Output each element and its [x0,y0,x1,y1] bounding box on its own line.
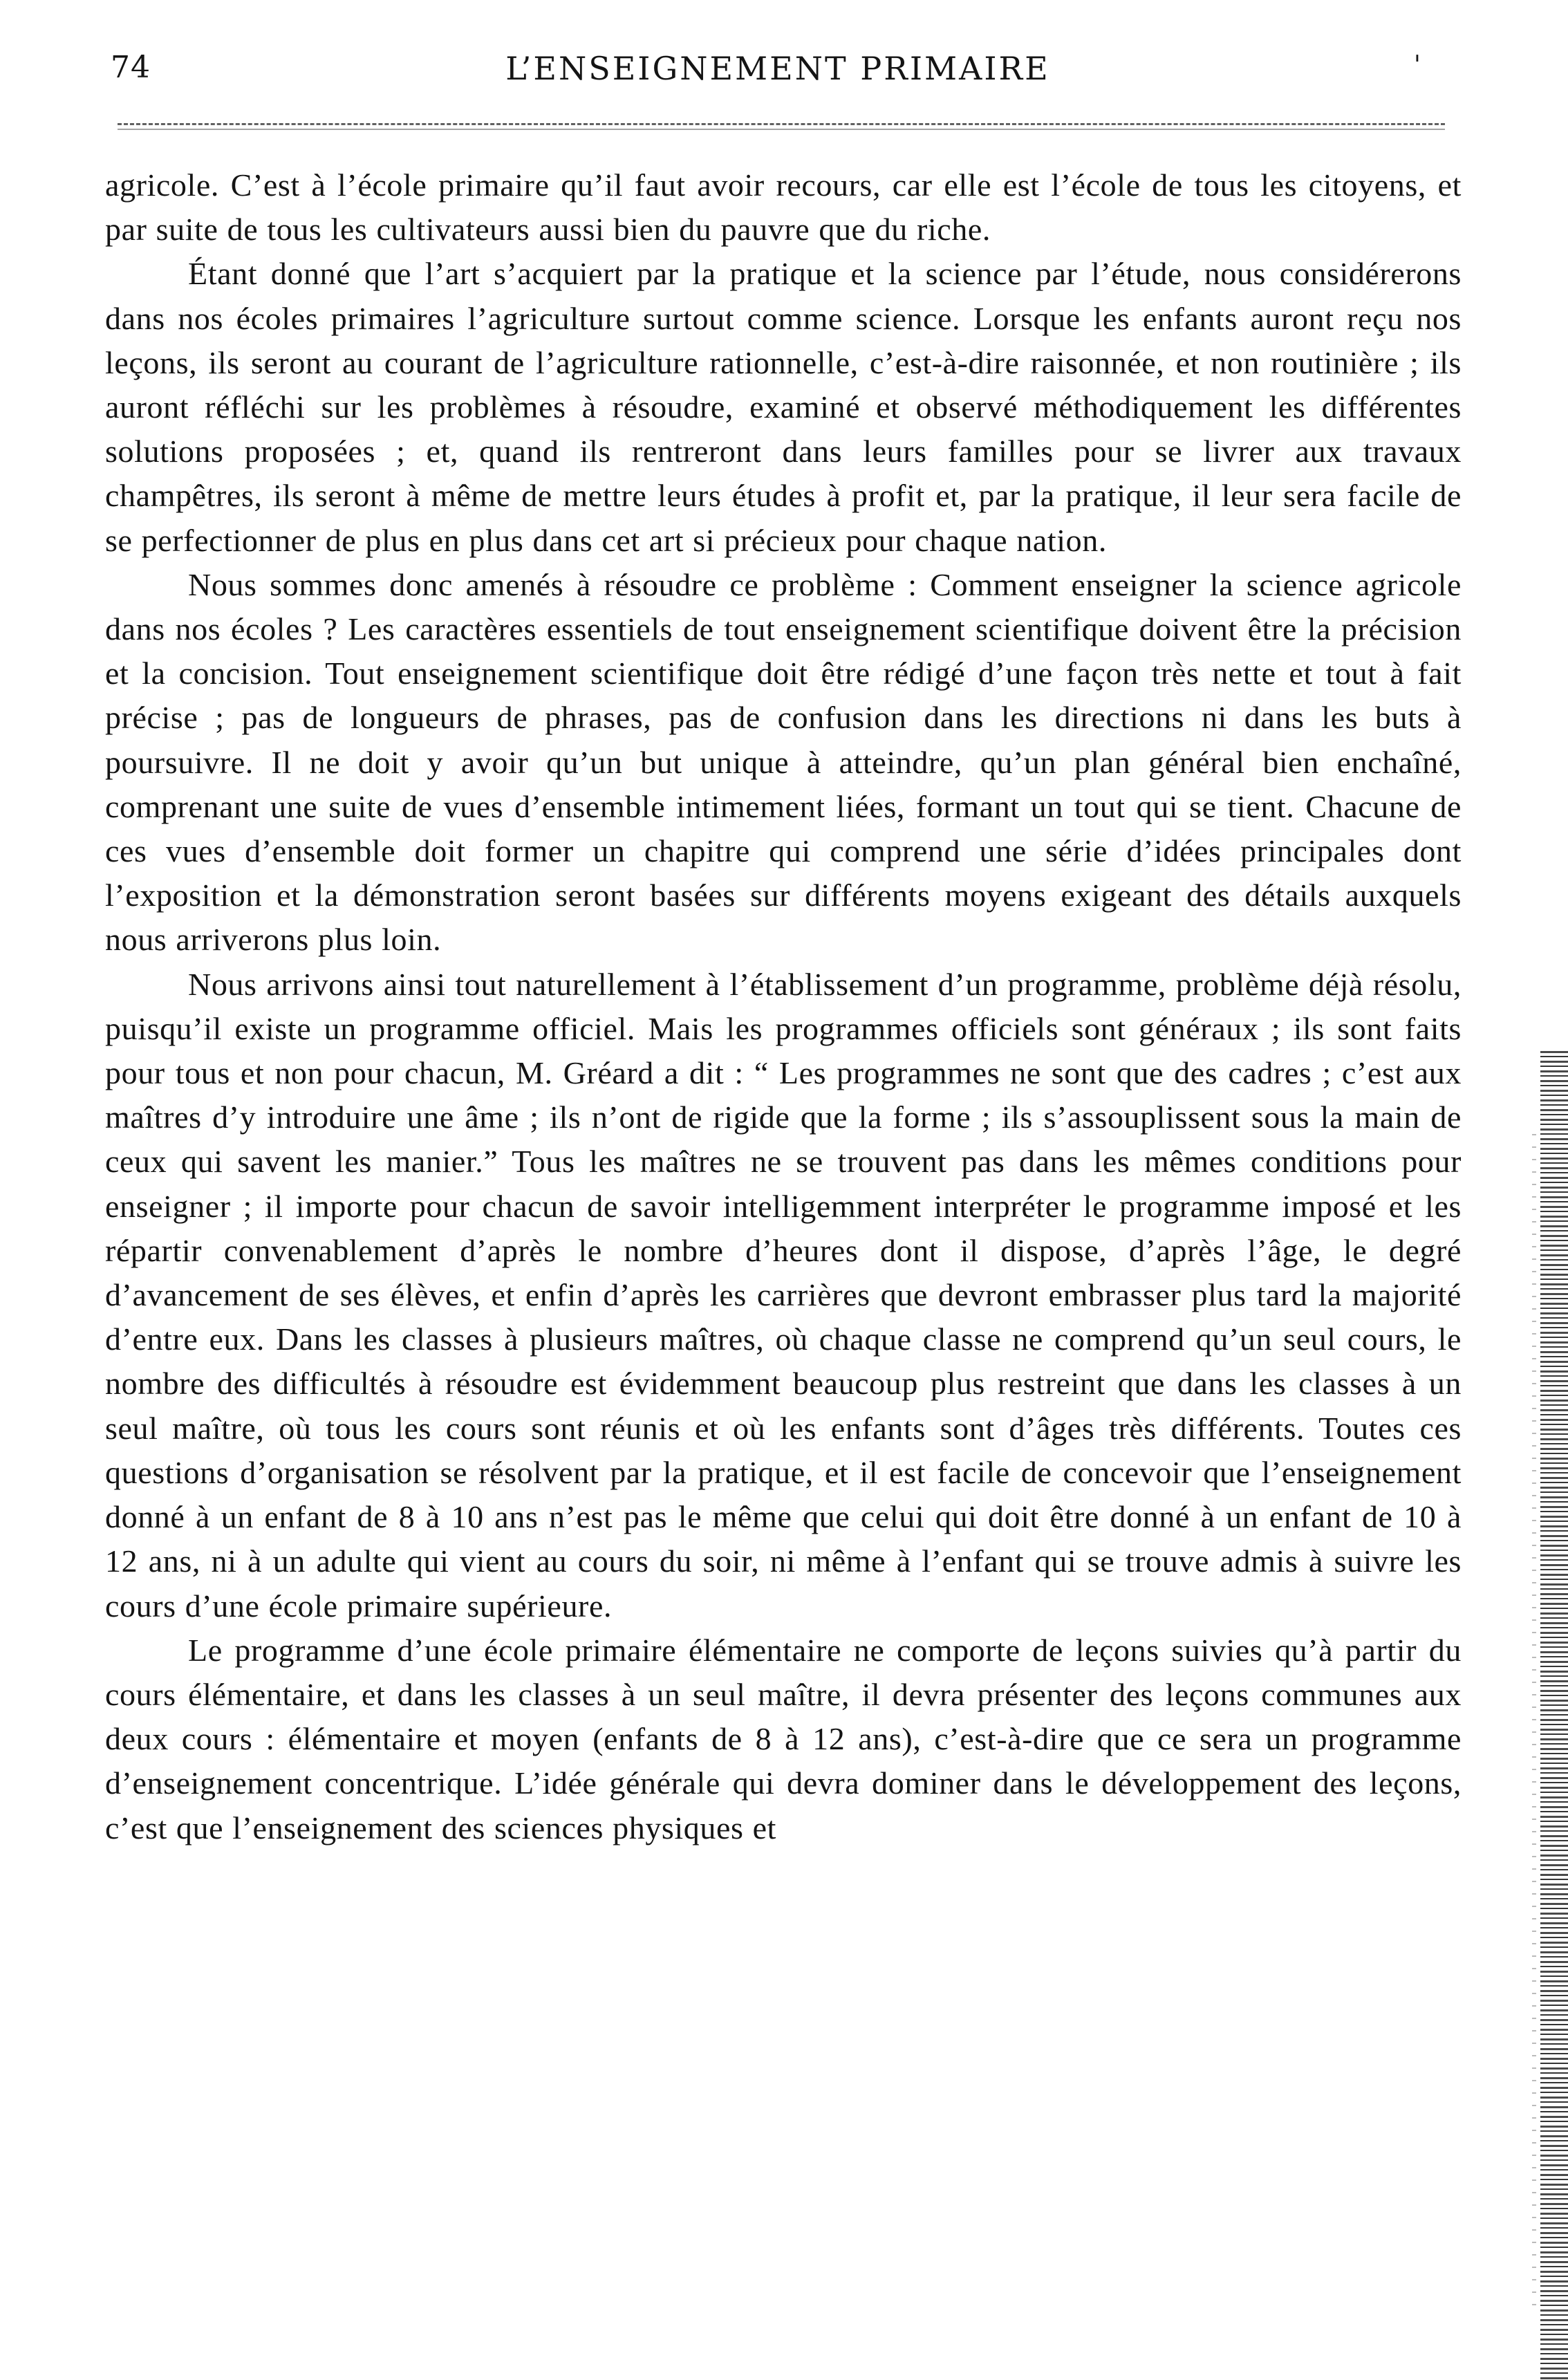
running-head: L’ENSEIGNEMENT PRIMAIRE [505,50,1050,87]
paragraph-5: Le programme d’une école primaire élémentaire ne comporte de leçons suivies qu’à partir du cours élémentaire, et dans les classes à un seul maître, il devra présenter des leçons communes aux deux cours : élémentaire et moyen (enfants de 8 à 12 ans), c’est-à-dire que ce sera un programme d’enseignement concentrique. L’idée générale qui devra dominer dans le développement des leçons, c’est que l’enseignement des sciences physiques et [105,1632,1462,1846]
body-text [105,163,1462,1850]
scan-edge-artifact [1540,1051,1568,2380]
header-rule [118,123,1445,125]
page-number: 74 [111,50,151,85]
header-rule-secondary [118,129,1445,130]
page-header [111,43,1445,105]
paragraph-1: agricole. C’est à l’école primaire qu’il faut avoir recours, car elle est l’école de tous les citoyens, et par suite de tous les cultivateurs aussi bien du pauvre que du riche. [105,167,1462,248]
paragraph-3: Nous sommes donc amenés à résoudre ce problème : Comment enseigner la science agricole dans nos écoles ? Les caractères essentiels de tout enseignement scientifique doivent être la précision et la concision. Tout enseignement scientifique doit être rédigé d’une façon très nette et tout à fait précise ; pas de longueurs de phrases, pas de confusion dans les directions ni dans les buts à poursuivre. Il ne doit y avoir qu’un but unique à atteindre, qu’un plan général bien enchaîné, comprenant une suite de vues d’ensemble intimement liées, formant un tout qui se tient. Chacune de ces vues d’ensemble doit former un chapitre qui comprend une série d’idées principales dont l’exposition et la démonstration seront basées sur différents moyens exigeant des détails auxquels nous arriverons plus loin. [105,566,1462,958]
scan-edge-artifact-light [1532,1134,1536,2309]
header-mark: ' [1414,51,1421,80]
paragraph-2: Étant donné que l’art s’acquiert par la pratique et la science par l’étude, nous considérerons dans nos écoles primaires l’agriculture surtout comme science. Lorsque les enfants auront reçu nos leçons, ils seront au courant de l’agriculture rationnelle, c’est-à-dire raisonnée, et non routinière ; ils auront réfléchi sur les problèmes à résoudre, examiné et observé méthodiquement les différentes solutions proposées ; et, quand ils rentreront dans leurs familles pour se livrer aux travaux champêtres, ils seront à même de mettre leurs études à profit et, par la pratique, il leur sera facile de se perfectionner de plus en plus dans cet art si précieux pour chaque nation. [105,256,1462,558]
paragraph-4: Nous arrivons ainsi tout naturellement à l’établissement d’un programme, problème déjà résolu, puisqu’il existe un programme officiel. Mais les programmes officiels sont généraux ; ils sont faits pour tous et non pour chacun, M. Gréard a dit : “ Les programmes ne sont que des cadres ; c’est aux maîtres d’y introduire une âme ; ils n’ont de rigide que la forme ; ils s’assouplissent sous la main de ceux qui savent les manier.” Tous les maîtres ne se trouvent pas dans les mêmes conditions pour enseigner ; il importe pour chacun de savoir intelligemment interpréter le programme imposé et les répartir convenablement d’après le nombre d’heures dont il dispose, d’après l’âge, le degré d’avancement de ses élèves, et enfin d’après les carrières que devront embrasser plus tard la majorité d’entre eux. Dans les classes à plusieurs maîtres, où chaque classe ne comprend qu’un seul cours, le nombre des difficultés à résoudre est évidemment beaucoup plus restreint que dans les classes à un seul maître, où tous les cours sont réunis et où les enfants sont d’âges très différents. Toutes ces questions d’organisation se résolvent par la pratique, et il est facile de concevoir que l’enseignement donné à un enfant de 8 à 10 ans n’est pas le même que celui qui doit être donné à un enfant de 10 à 12 ans, ni à un adulte qui vient au cours du soir, ni même à l’enfant qui se trouve admis à suivre les cours d’une école primaire supérieure. [105,966,1462,1624]
